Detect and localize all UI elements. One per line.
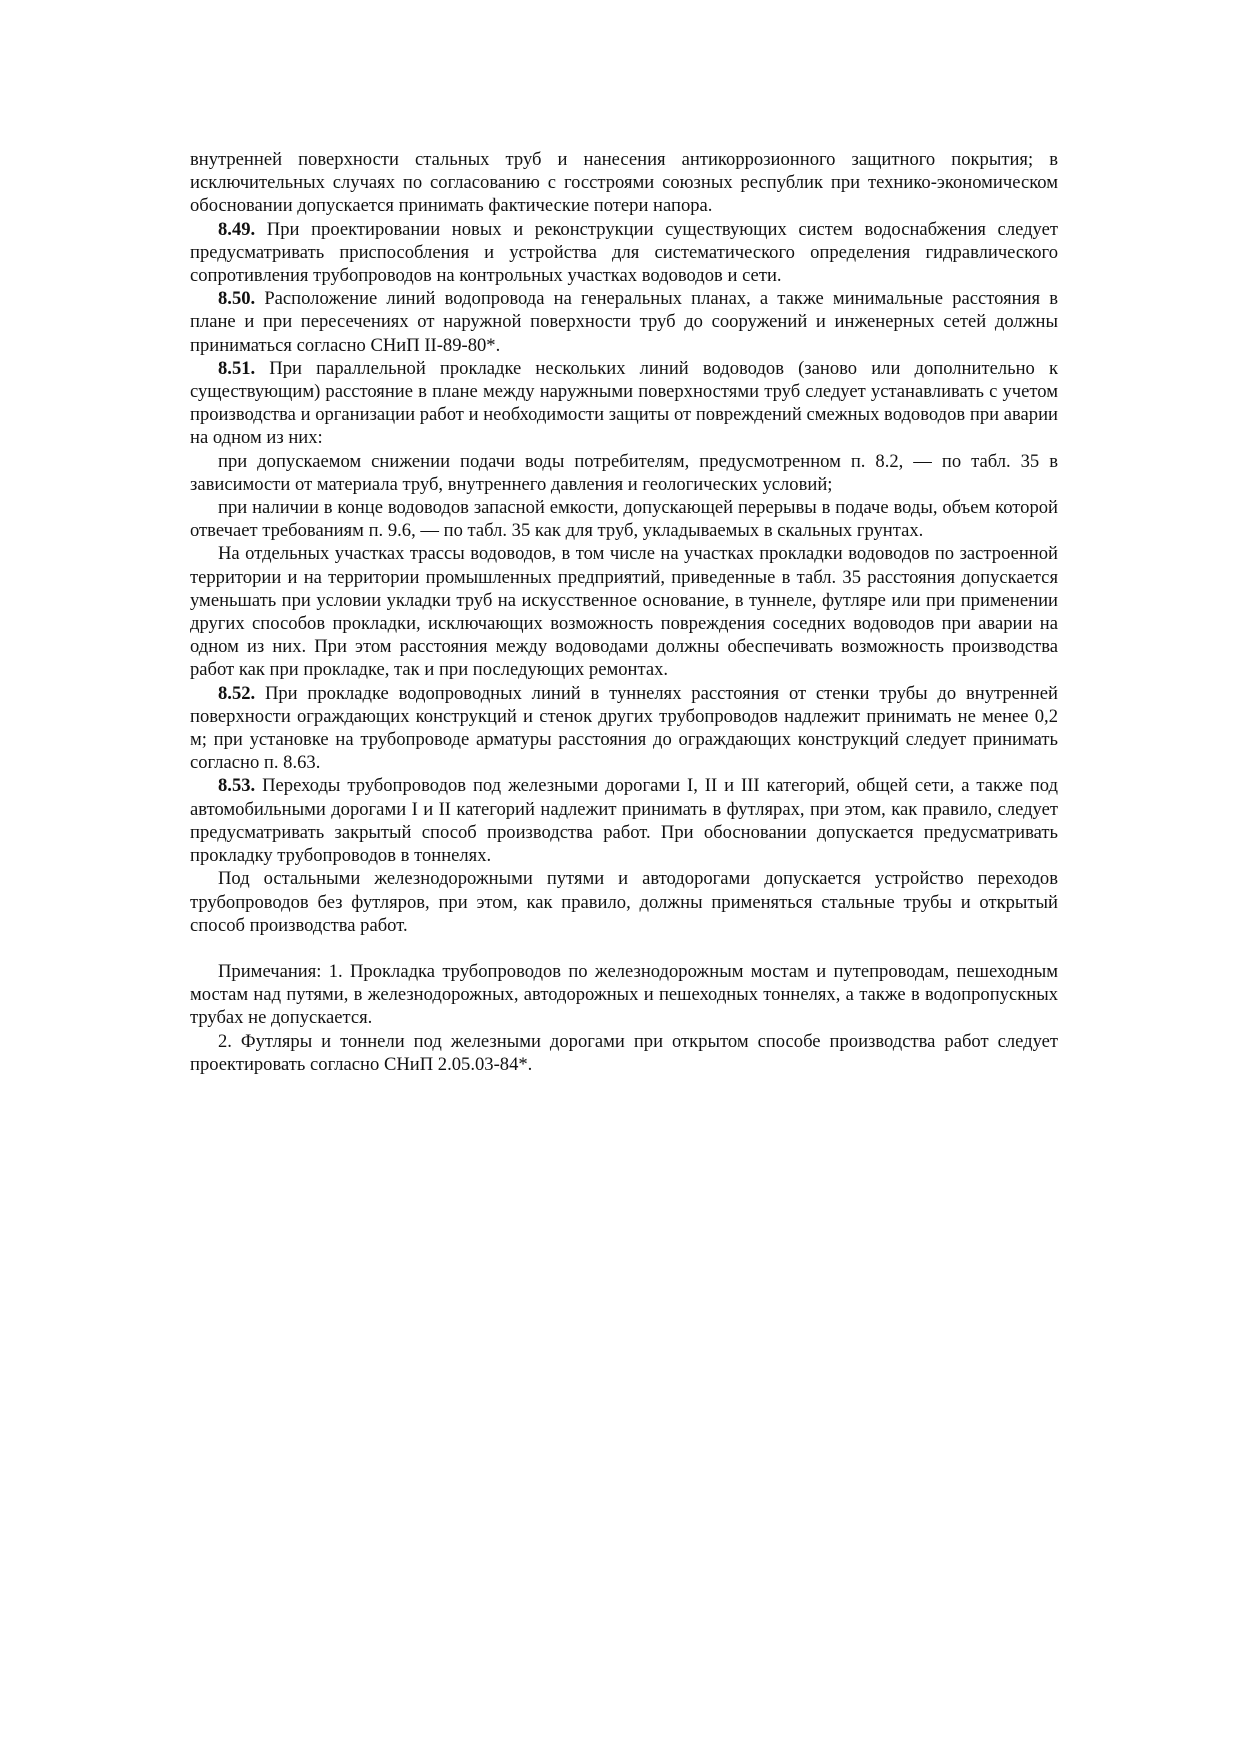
paragraph-text: При прокладке водопроводных линий в туннелях расстояния от стенки трубы до внутренней поверхности ограждающих конструкций и стенок других трубопроводов надлежит принимать не менее 0,2 м; при установке на трубопроводе арматуры расстояния до ограждающих конструкций следует принимать согласно п. 8.63. [190,682,1058,774]
paragraph-item-1 [190,450,1058,496]
paragraph-continuation [190,148,1058,218]
note-1 [190,960,1058,1030]
note-text: 2. Футляры и тоннели под железными дорогами при открытом способе производства работ следует проектировать согласно СНиП 2.05.03-84*. [190,1030,1058,1075]
paragraph-item-2 [190,496,1058,542]
paragraph-8-49 [190,218,1058,288]
paragraph-text: при наличии в конце водоводов запасной емкости, допускающей перерывы в подаче воды, объем которой отвечает требованиям п. 9.6, — по табл. 35 как для труб, укладываемых в скальных грунтах. [190,497,1058,542]
paragraph-text: На отдельных участках трассы водоводов, в том числе на участках прокладки водоводов по застроенной территории и на территории промышленных предприятий, приведенные в табл. 35 расстояния допускается уменьшать при условии укладки труб на искусственное основание, в туннеле, футляре или при применении других способов прокладки, исключающих возможность повреждения соседних водоводов при аварии на одном из них. При этом расстояния между водоводами должны обеспечивать возможность производства работ как при прокладке, так и при последующих ремонтах. [190,543,1058,681]
clause-number: 8.51. [218,357,256,379]
note-2 [190,1030,1058,1076]
paragraph-text: Переходы трубопроводов под железными дорогами I, II и III категорий, общей сети, а также под автомобильными дорогами I и II категорий надлежит принимать в футлярах, при этом, как правило, следует предусматривать закрытый способ производства работ. При обосновании допускается предусматривать прокладку трубопроводов в тоннелях. [190,775,1058,867]
paragraph-text: Под остальными железнодорожными путями и автодорогами допускается устройство переходов трубопроводов без футляров, при этом, как правило, должны применяться стальные трубы и открытый способ производства работ. [190,868,1058,936]
paragraph-sections [190,542,1058,681]
clause-number: 8.50. [218,288,256,310]
clause-number: 8.49. [218,218,256,240]
paragraph-text: внутренней поверхности стальных труб и нанесения антикоррозионного защитного покрытия; в исключительных случаях по согласованию с госстроями союзных республик при технико-экономическом обосновании допускается принимать фактические потери напора. [190,149,1058,217]
paragraph-text: Расположение линий водопровода на генеральных планах, а также минимальные расстояния в плане и при пересечениях от наружной поверхности труб до сооружений и инженерных сетей должны приниматься согласно СНиП II-89-80*. [190,288,1058,356]
note-text: Примечания: 1. Прокладка трубопроводов по железнодорожным мостам и путепроводам, пешеходным мостам над путями, в железнодорожных, автодорожных и пешеходных тоннелях, а также в водопропускных трубах не допускается. [190,960,1058,1029]
paragraph-text: При проектировании новых и реконструкции существующих систем водоснабжения следует предусматривать приспособления и устройства для систематического определения гидравлического сопротивления трубопроводов на контрольных участках водоводов и сети. [190,218,1058,287]
paragraph-8-50 [190,287,1058,357]
spacer [190,937,1058,960]
paragraph-8-51 [190,357,1058,450]
paragraph-other-tracks [190,867,1058,937]
paragraph-8-52 [190,682,1058,775]
paragraph-text: при допускаемом снижении подачи воды потребителям, предусмотренном п. 8.2, — по табл. 35 в зависимости от материала труб, внутреннего давления и геологических условий; [190,450,1058,495]
paragraph-8-53 [190,774,1058,867]
clause-number: 8.53. [218,775,256,797]
paragraph-text: При параллельной прокладке нескольких линий водоводов (заново или дополнительно к существующим) расстояние в плане между наружными поверхностями труб следует устанавливать с учетом производства и организации работ и необходимости защиты от повреждений смежных водоводов при аварии на одном из них: [190,357,1058,449]
document-page [190,148,1058,1076]
clause-number: 8.52. [218,682,256,704]
